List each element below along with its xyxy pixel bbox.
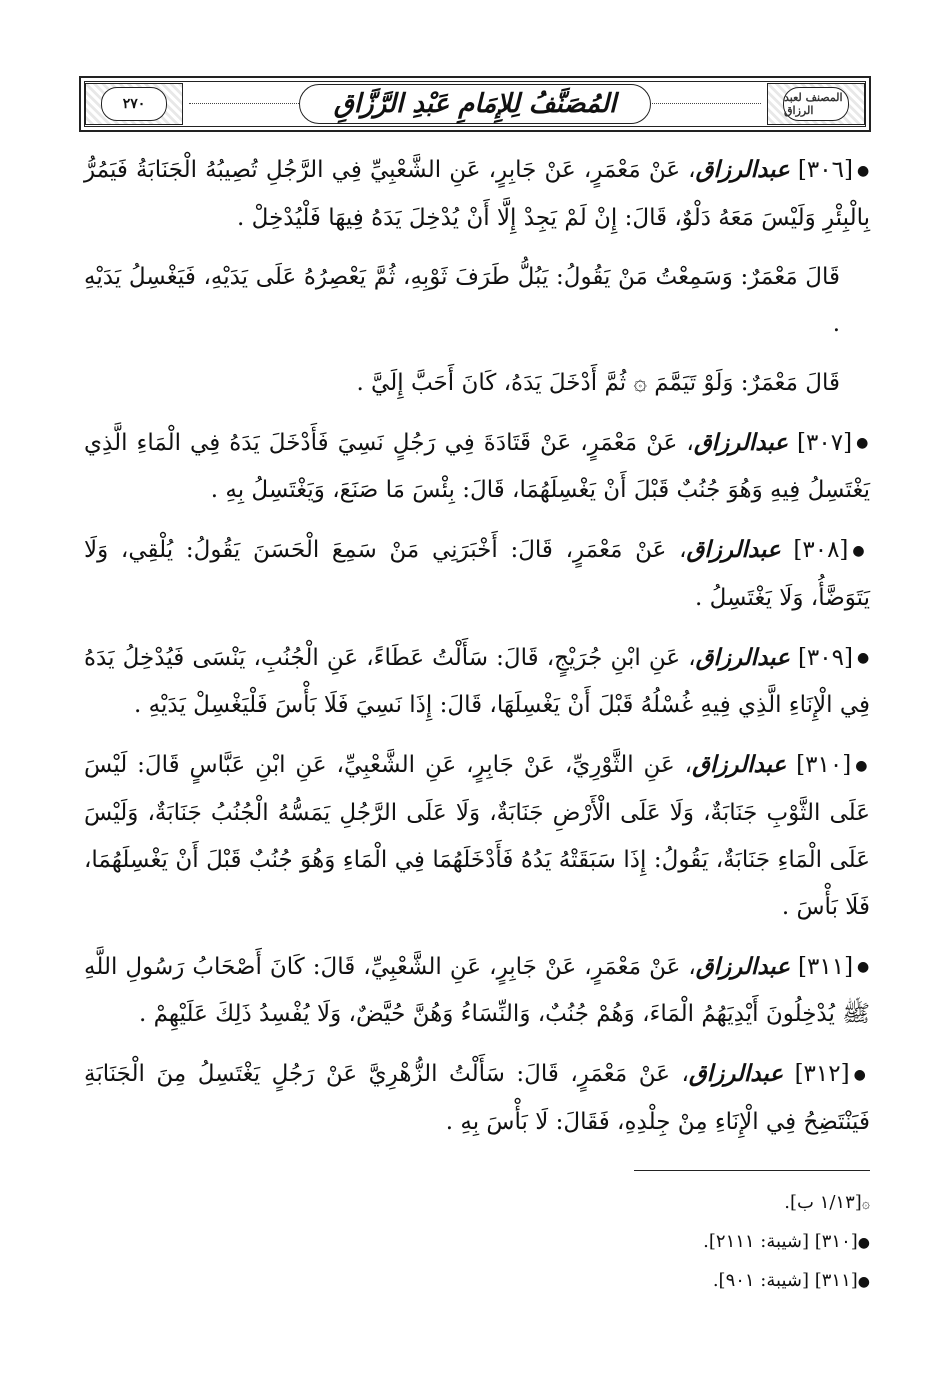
hadith-number: [٣٠٧] [797,429,853,456]
hadith-body: ، عَنْ مَعْمَرٍ، قَالَ: سَأَلْتُ الزُّهْرِيَّ عَنْ رَجُلٍ يَغْتَسِلُ مِنَ الْجَنَابَةِ فَيَنْتَضِحُ فِي الْإِنَاءِ مِنْ جِلْدِهِ، فَقَالَ: لَا بَأْسَ بِهِ . [84,1061,870,1135]
bullet-icon: ● [857,1274,870,1290]
hadith-body: قَالَ مَعْمَرٌ: وَلَوْ تَيَمَّمَ ۞ ثُمَّ أَدْخَلَ يَدَهُ، كَانَ أَحَبَّ إِلَيَّ . [356,369,840,396]
hadith-body: ، عَنِ ابْنِ جُرَيْجٍ، قَالَ: سَأَلْتُ عَطَاءً، عَنِ الْجُنُبِ، يَنْسَى فَيُدْخِلُ يَدَهُ فِي الْإِنَاءِ الَّذِي فِيهِ غُسْلُهُ قَبْلَ أَنْ يَغْسِلَهَا، قَالَ: إِذَا نَسِيَ فَلَا بَأْسَ فَلْيَغْسِلْ يَدَيْهِ . [84,644,870,718]
book-logo-badge [767,83,865,125]
hadith-author: عبدالرزاق [692,751,787,778]
hadith-308 [84,526,870,622]
bullet-icon: ● [856,435,870,451]
hadith-number: [٣١٢] [794,1061,850,1087]
hadith-311 [84,943,870,1039]
footnote-item [500,1223,870,1262]
bullet-icon: ● [853,1066,871,1083]
hadith-number: [٣٠٨] [793,537,849,563]
hadith-306-note-2 [84,360,870,407]
header-title-band [189,83,761,125]
page-number: ٢٧٠ [101,87,167,121]
footnote-item [500,1262,870,1301]
bullet-icon: ● [855,757,871,774]
hadith-body: ، عَنْ مَعْمَرٍ، قَالَ: أَخْبَرَنِي مَنْ سَمِعَ الْحَسَنَ يَقُولُ: يُلْقِي، وَلَا يَتَوَضَّأُ، وَلَا يَغْتَسِلُ . [84,537,870,611]
book-title: المُصَنَّفُ لِلإِمَامِ عَبْدِ الرَّزَّاقِ [299,84,651,124]
footnote-divider [634,1170,870,1171]
hadith-author: عبدالرزاق [688,1060,784,1087]
hadith-body: ، عَنْ مَعْمَرٍ، عَنْ جَابِرٍ، عَنِ الشَّعْبِيِّ، قَالَ: كَانَ أَصْحَابُ رَسُولِ اللَّهِ ﷺ يُدْخِلُونَ أَيْدِيَهُمُ الْمَاءَ، وَهُمْ جُنُبٌ، وَالنِّسَاءُ وَهُنَّ حُيَّضٌ، وَلَا يُفْسِدُ ذَلِكَ عَلَيْهِمْ . [84,953,870,1027]
bullet-icon: ● [856,650,870,666]
hadith-author: عبدالرزاق [686,536,781,563]
hadith-body: ، عَنْ مَعْمَرٍ، عَنْ جَابِرٍ، عَنِ الشَّعْبِيِّ فِي الرَّجُلِ تُصِيبُهُ الْجَنَابَةُ فَيَمُرُّ بِالْبِئْرِ وَلَيْسَ مَعَهُ دَلْوٌ، قَالَ: إِنْ لَمْ يَجِدْ إِلَّا أَنْ يُدْخِلَ يَدَهُ فِيهَا فَلْيُدْخِلْ . [84,157,870,231]
bullet-icon: ● [852,542,871,559]
hadith-number: [٣١٠] [796,752,852,778]
hadith-text [84,146,870,1158]
bullet-icon: ● [856,162,870,179]
hadith-body: ، عَنِ الثَّوْرِيِّ، عَنْ جَابِرٍ، عَنِ الشَّعْبِيِّ، عَنِ ابْنِ عَبَّاسٍ قَالَ: لَيْسَ عَلَى الثَّوْبِ جَنَابَةٌ، وَلَا عَلَى الْأَرْضِ جَنَابَةٌ، وَلَا عَلَى الرَّجُلِ يَمَسُّهُ الْجُنُبُ جَنَابَةٌ، وَلَيْسَ عَلَى الْمَاءِ جَنَابَةٌ، يَقُولُ: إِذَا سَبَقَتْهُ يَدُهُ فَأَدْخَلَهُمَا فِي الْمَاءِ وَهُوَ جُنُبٌ قَبْلَ أَنْ يَغْسِلَهُمَا، فَلَا بَأْسَ . [84,752,870,920]
footnote-text: [٣١١] [شيبة: ٩٠١]. [712,1270,858,1291]
hadith-307 [84,419,870,515]
hadith-author: عبدالرزاق [695,643,790,671]
page-number-badge [85,83,183,125]
hadith-number: [٣١١] [798,953,854,980]
book-logo [783,87,849,121]
book-logo-text: المصنف لعبد الرزاق [784,91,843,117]
page-header [79,76,871,132]
hadith-number: [٣٠٩] [797,644,853,671]
hadith-author: عبدالرزاق [695,952,790,980]
hadith-306 [84,146,870,242]
footnote-text: [١/١٣ ب]. [784,1192,862,1213]
hadith-author: عبدالرزاق [695,156,790,183]
footnote-item [500,1184,870,1223]
star-icon: ۞ [861,1196,870,1212]
hadith-310 [84,741,870,931]
hadith-312 [84,1050,870,1146]
hadith-306-note-1 [84,254,870,348]
hadith-author: عبدالرزاق [693,428,788,456]
hadith-body: قَالَ مَعْمَرٌ: وَسَمِعْتُ مَنْ يَقُولُ: يَبُلُّ طَرَفَ ثَوْبِهِ، ثُمَّ يَعْصِرُهُ عَلَى يَدَيْهِ، فَيَغْسِلُ يَدَيْهِ . [84,263,840,337]
bullet-icon: ● [857,1235,870,1251]
hadith-309 [84,634,870,730]
bullet-icon: ● [857,959,870,975]
hadith-number: [٣٠٦] [797,157,853,183]
hadith-body: ، عَنْ مَعْمَرٍ، عَنْ قَتَادَةَ فِي رَجُلٍ نَسِيَ فَأَدْخَلَ يَدَهُ فِي الْمَاءِ الَّذِي يَغْتَسِلُ فِيهِ وَهُوَ جُنُبٌ قَبْلَ أَنْ يَغْسِلَهُمَا، قَالَ: بِئْسَ مَا صَنَعَ، وَيَغْتَسِلُ بِهِ . [84,429,870,503]
footnotes [500,1184,870,1301]
footnote-text: [٣١٠] [شيبة: ٢١١١]. [703,1231,858,1252]
